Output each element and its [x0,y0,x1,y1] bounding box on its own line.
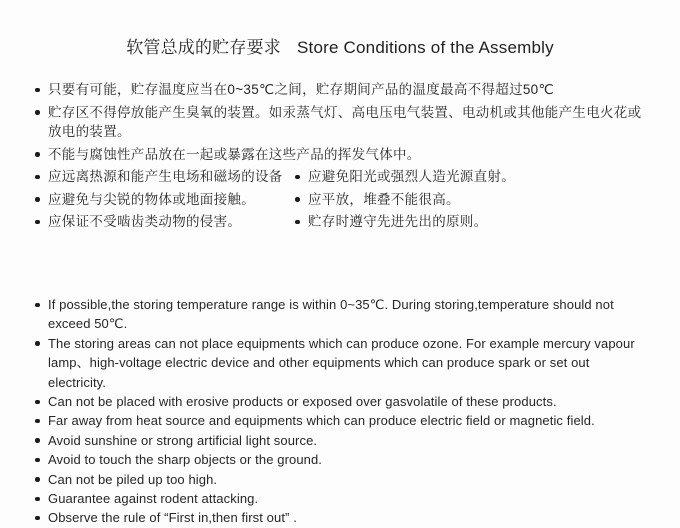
page-title [0,33,680,58]
list-item [35,167,295,187]
list-item [35,431,650,450]
list-item-text: Avoid to touch the sharp objects or the ground. [48,452,323,468]
bullet-icon [35,419,40,424]
chinese-left-column-list [35,167,295,235]
chinese-right-column-list [295,167,647,235]
list-item-text: 应平放，堆叠不能很高。 [308,191,460,207]
list-item [35,334,650,392]
bullet-icon [35,220,40,225]
list-item-text: Can not be piled up too high. [48,471,218,487]
list-item-text: If possible,the storing temperature range is within 0~35℃. During storing,temperature should not exceed 50℃. [48,297,614,332]
list-item [35,392,650,411]
list-item [35,145,647,165]
list-item [35,508,650,527]
list-item [35,80,647,100]
list-item [35,190,295,210]
english-bullet-list [35,295,650,528]
list-item [35,295,650,334]
list-item [35,411,650,430]
list-item [35,450,650,469]
bullet-icon [35,477,40,482]
list-item-text: 应避免阳光或强烈人造光源直射。 [308,169,515,184]
list-item [295,167,647,187]
bullet-icon [35,175,40,180]
list-item [35,103,647,142]
list-item-text: Guarantee against rodent attacking. [48,491,259,507]
english-requirements-section [35,295,650,528]
bullet-icon [295,197,300,202]
bullet-icon [35,152,40,157]
list-item-text: 不能与腐蚀性产品放在一起或暴露在这些产品的挥发气体中。 [48,146,421,162]
bullet-icon [295,175,300,180]
list-item-text: Far away from heat source and equipments which can produce electric field or magnetic field. [48,413,595,429]
list-item-text: 应远离热源和能产生电场和磁场的设备 [48,169,283,184]
bullet-icon [35,303,40,308]
chinese-full-width-list [35,80,647,164]
page-title-chinese: 软管总成的贮存要求 [126,38,281,57]
bullet-icon [35,438,40,443]
list-item [35,489,650,508]
list-item [295,190,647,210]
list-item-text: 贮存时遵守先进先出的原则。 [308,214,488,229]
bullet-icon [35,197,40,202]
page-title-english: Store Conditions of the Assembly [297,38,554,57]
bullet-icon [35,400,40,405]
bullet-icon [295,220,300,225]
bullet-icon [35,497,40,502]
list-item-text: Observe the rule of “First in,then first out” . [48,510,297,526]
list-item-text: 应保证不受啮齿类动物的侵害。 [48,214,242,229]
bullet-icon [35,88,40,93]
list-item [35,212,295,232]
bullet-icon [35,516,40,521]
list-item-text: 只要有可能，贮存温度应当在0~35℃之间，贮存期间产品的温度最高不得超过50℃ [48,82,554,97]
bullet-icon [35,458,40,463]
list-item [295,212,647,232]
list-item [35,470,650,489]
chinese-two-column-area [35,167,647,235]
list-item-text: The storing areas can not place equipments which can produce ozone. For example mercury vapour lamp、high-voltage electric device and other equipments which can produce spark or set out electricity. [48,335,635,390]
bullet-icon [35,110,40,115]
list-item-text: Avoid sunshine or strong artificial light source. [48,432,318,448]
chinese-requirements-section [35,80,647,235]
list-item-text: 贮存区不得停放能产生臭氧的装置。如汞蒸气灯、高电压电气装置、电动机或其他能产生电火花或放电的装置。 [48,104,642,139]
bullet-icon [35,341,40,346]
list-item-text: Can not be placed with erosive products or exposed over gasvolatile of these products. [48,394,557,410]
list-item-text: 应避免与尖锐的物体或地面接触。 [48,191,255,207]
